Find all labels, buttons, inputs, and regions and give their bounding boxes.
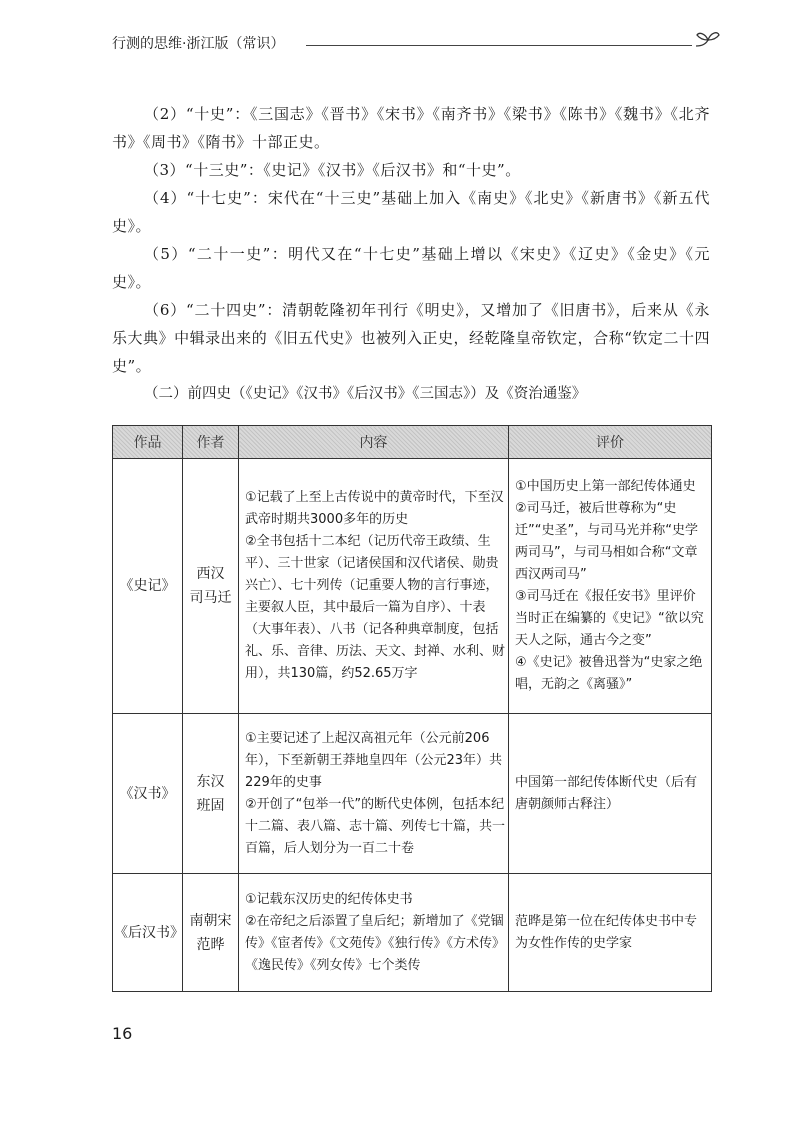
author-cell (183, 714, 239, 874)
page-header (112, 34, 712, 58)
section-heading: （二）前四史（《史记》《汉书》《后汉书》《三国志》）及《资治通鉴》 (144, 386, 587, 402)
author-cell (183, 459, 239, 714)
content-item: ②全书包括十二本纪（记历代帝王政绩、生平）、三十世家（记诸侯国和汉代诸侯、勋贵兴亡）、七十列传（记重要人物的言行事迹，主要叙人臣，其中最后一篇为自序）、十表（大事年表）、八书（记各种典章制度，包括礼、乐、音律、历法、天文、封禅、水利、财用），共130篇，约52.65万字 (245, 534, 506, 681)
header-evaluation: 评价 (509, 426, 712, 459)
content-cell (239, 714, 509, 874)
content-cell (239, 874, 509, 992)
table-row (113, 714, 712, 874)
evaluation-item: ①中国历史上第一部纪传体通史 (515, 479, 696, 494)
author-name: 范晔 (196, 936, 225, 953)
table-row (113, 459, 712, 714)
author-name: 班固 (196, 797, 225, 814)
evaluation-cell (509, 714, 712, 874)
work-cell: 《史记》 (113, 459, 183, 714)
paragraph-thirteen-histories: （3）“十三史”：《史记》《汉书》《后汉书》和“十史”。 (144, 161, 521, 179)
work-cell: 《后汉书》 (113, 874, 183, 992)
content-item: ②在帝纪之后添置了皇后纪；新增加了《党锢传》《宦者传》《文苑传》《独行传》《方术传》《逸民传》《列女传》七个类传 (245, 913, 506, 973)
header-author: 作者 (183, 426, 239, 459)
table-row (113, 874, 712, 992)
page-number: 16 (112, 1024, 133, 1043)
paragraph-twenty-four-histories: （6）“二十四史”：清朝乾隆初年刊行《明史》，又增加了《旧唐书》，后来从《永乐大典》中辑录出来的《旧五代史》也被列入正史，经乾隆皇帝钦定，合称“钦定二十四史”。 (112, 301, 710, 375)
header-content: 内容 (239, 426, 509, 459)
header-work: 作品 (113, 426, 183, 459)
author-cell (183, 874, 239, 992)
evaluation-cell (509, 874, 712, 992)
evaluation-item: ③司马迁在《报任安书》里评价当时正在编纂的《史记》“欲以究天人之际，通古今之变” (515, 589, 704, 648)
content-item: ①记载东汉历史的纪传体史书 (245, 891, 413, 907)
sprout-icon (690, 24, 722, 56)
evaluation-item: ④《史记》被鲁迅誉为“史家之绝唱，无韵之《离骚》” (515, 655, 703, 692)
author-name: 司马迁 (189, 590, 232, 606)
histories-table (112, 425, 712, 992)
evaluation-cell (509, 459, 712, 714)
evaluation-item: ②司马迁，被后世尊称为“史迁”“史圣”，与司马光并称“史学两司马”，与司马相如合称“文章西汉两司马” (515, 501, 698, 582)
table-header-row (113, 426, 712, 459)
author-dynasty: 南朝宋 (189, 912, 232, 929)
header-rule (306, 45, 692, 46)
author-dynasty: 东汉 (196, 773, 225, 790)
evaluation-item: 范晔是第一位在纪传体史书中专为女性作传的史学家 (515, 913, 698, 951)
content-item: ①记载了上至上古传说中的黄帝时代，下至汉武帝时期共3000多年的历史 (245, 490, 504, 527)
content-item: ①主要记述了上起汉高祖元年（公元前206年），下至新朝王莽地皇四年（公元23年）共229年的史事 (245, 730, 503, 790)
paragraph-twenty-one-histories: （5）“二十一史”：明代又在“十七史”基础上增以《宋史》《辽史》《金史》《元史》。 (112, 245, 710, 291)
paragraph-seventeen-histories: （4）“十七史”：宋代在“十三史”基础上加入《南史》《北史》《新唐书》《新五代史》。 (112, 189, 710, 235)
author-dynasty: 西汉 (196, 566, 225, 582)
content-cell (239, 459, 509, 714)
paragraph-ten-histories: （2）“十史”：《三国志》《晋书》《宋书》《南齐书》《梁书》《陈书》《魏书》《北齐书》《周书》《隋书》十部正史。 (112, 105, 710, 151)
body-text (112, 100, 710, 408)
histories-table-wrapper (112, 425, 711, 992)
evaluation-item: 中国第一部纪传体断代史（后有唐朝颜师古释注） (515, 774, 698, 812)
content-item: ②开创了“包举一代”的断代史体例，包括本纪十二篇、表八篇、志十篇、列传七十篇，共一百篇，后人划分为一百二十卷 (245, 796, 506, 856)
work-cell: 《汉书》 (113, 714, 183, 874)
header-title: 行测的思维·浙江版（常识） (112, 36, 285, 52)
